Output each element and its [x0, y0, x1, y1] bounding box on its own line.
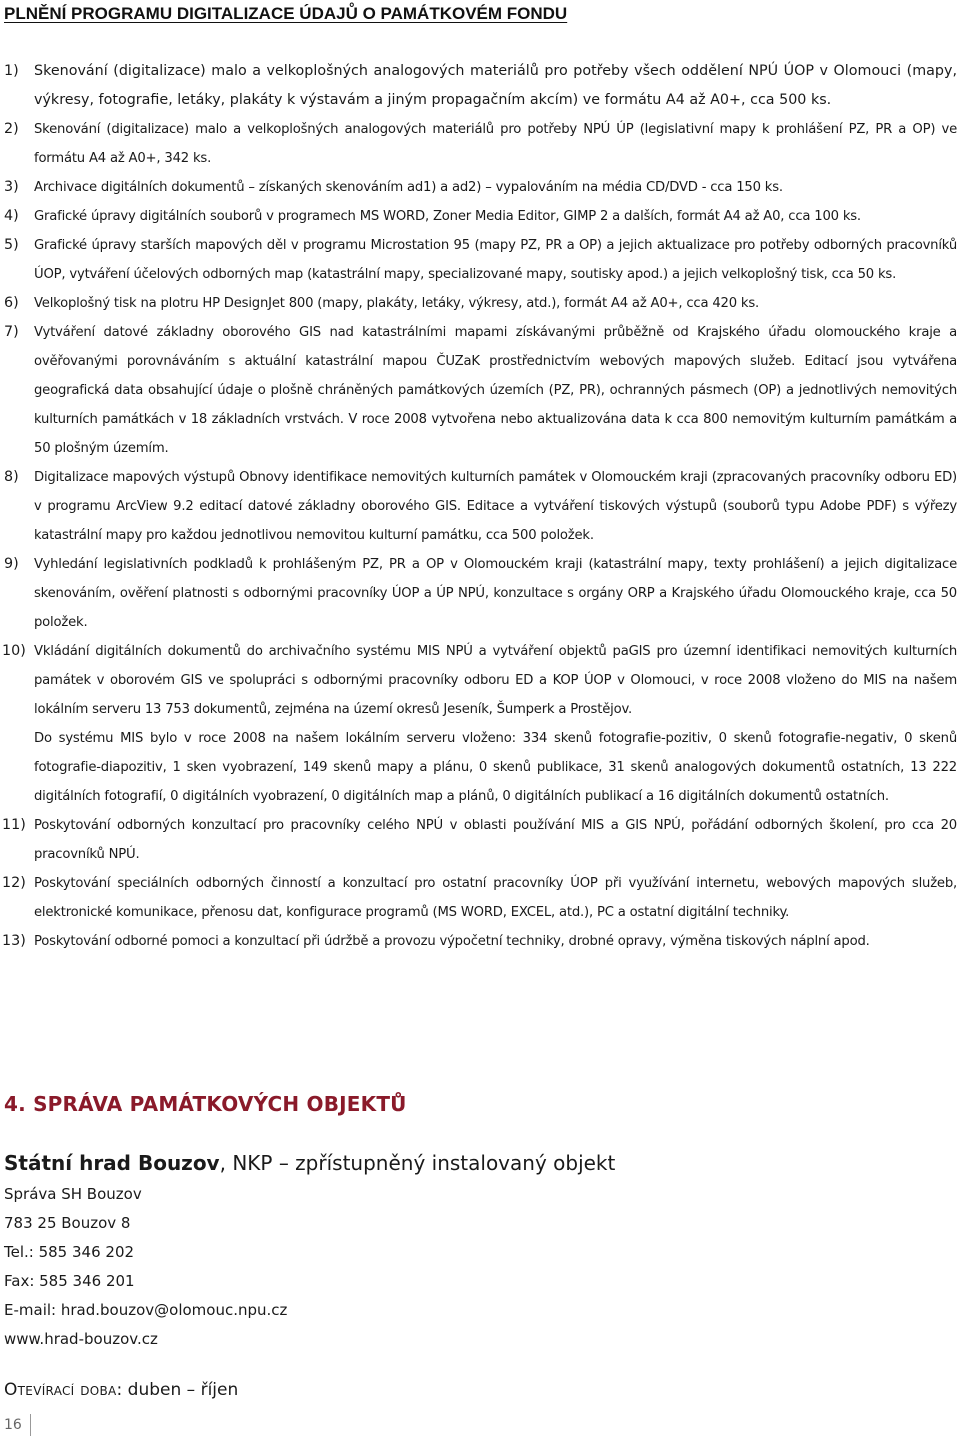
contact-line: Tel.: 585 346 202 [4, 1243, 135, 1261]
section-title: 4. SPRÁVA PAMÁTKOVÝCH OBJEKTŮ [4, 1092, 407, 1116]
list-item: 9) Vyhledání legislativních podkladů k prohlášeným PZ, PR a OP v Olomouckém kraji (katastrální mapy, texty prohlášení) a jejich digitalizace skenováním, ověření platnosti s odbornými pracovníky ÚOP a ÚP NPÚ, konzultace s orgány ORP a Krajského úřadu Olomouckého kraje, cca 50 položek. [4, 556, 957, 630]
list-item: 8) Digitalizace mapových výstupů Obnovy identifikace nemovitých kulturních památek v Olomouckém kraji (zpracovaných pracovníky odboru ED) v programu ArcView 9.2 editací datové základny oborového GIS. Editace a vytváření tiskových výstupů (souborů typu Adobe PDF) s výřezy katastrální mapy pro každou jednotlivou nemovitou kulturní památku, cca 500 položek. [4, 469, 957, 543]
list-item: 13) Poskytování odborné pomoci a konzultací při údržbě a provozu výpočetní techniky, drobné opravy, výměna tiskových náplní apod. [2, 933, 870, 949]
page-heading: PLNĚNÍ PROGRAMU DIGITALIZACE ÚDAJŮ O PAMÁTKOVÉM FONDU [4, 4, 568, 23]
list-item-continuation: Do systému MIS bylo v roce 2008 na našem lokálním serveru vloženo: 334 skenů fotografie-pozitiv, 0 skenů fotografie-negativ, 0 skenů fotografie-diapozitiv, 1 sken vyobrazení, 149 skenů mapy a plánu, 0 skenů publikace, 31 skenů analogových dokumentů ostatních, 13 222 digitálních fotografií, 0 digitálních vyobrazení, 0 digitálních map a plánů, 0 digitálních publikací a 16 digitálních dokumentů ostatních. [34, 731, 957, 804]
contact-line: 783 25 Bouzov 8 [4, 1214, 131, 1232]
list-item: 3) Archivace digitálních dokumentů – získaných skenováním ad1) a ad2) – vypalováním na média CD/DVD - cca 150 ks. [4, 179, 783, 195]
list-item: 4) Grafické úpravy digitálních souborů v programech MS WORD, Zoner Media Editor, GIMP 2 a dalších, formát A4 až A0, cca 100 ks. [4, 208, 861, 224]
list-item: 10) Vkládání digitálních dokumentů do archivačního systému MIS NPÚ a vytváření objektů paGIS pro územní identifikaci nemovitých kulturních památek v oborovém GIS ve spolupráci s odbornými pracovníky odboru ED a KOP ÚOP v Olomouci, v roce 2008 vloženo do MIS na našem lokálním serveru 13 753 dokumentů, zejména na území okresů Jeseník, Šumperk a Prostějov. [2, 643, 957, 717]
contact-email[interactable]: E-mail: hrad.bouzov@olomouc.npu.cz [4, 1301, 288, 1319]
opening-hours-value: : duben – říjen [116, 1380, 239, 1400]
opening-hours-label: Otevírací doba [4, 1380, 117, 1400]
object-name: Státní hrad Bouzov [4, 1151, 220, 1175]
opening-hours [4, 1380, 238, 1400]
contact-line: Fax: 585 346 201 [4, 1272, 135, 1290]
object-subtitle: , NKP – zpřístupněný instalovaný objekt [219, 1151, 616, 1175]
contact-line: Správa SH Bouzov [4, 1185, 142, 1203]
contact-website[interactable]: www.hrad-bouzov.cz [4, 1330, 158, 1348]
page-number: 16 [4, 1417, 22, 1433]
object-title [4, 1151, 615, 1175]
list-item: 5) Grafické úpravy starších mapových děl v programu Microstation 95 (mapy PZ, PR a OP) a jejich aktualizace pro potřeby odborných pracovníků ÚOP, vytváření účelových odborných map (katastrální mapy, specializované mapy, soutisky apod.) a jejich velkoplošný tisk, cca 50 ks. [4, 237, 957, 282]
list-item: 2) Skenování (digitalizace) malo a velkoplošných analogových materiálů pro potřeby NPÚ ÚP (legislativní mapy k prohlášení PZ, PR a OP) ve formátu A4 až A0+, 342 ks. [4, 121, 957, 166]
list-item: 11) Poskytování odborných konzultací pro pracovníky celého NPÚ v oblasti používání MIS a GIS NPÚ, pořádání odborných školení, pro cca 20 pracovníků NPÚ. [2, 817, 957, 862]
list-item: 1) Skenování (digitalizace) malo a velkoplošných analogových materiálů pro potřeby všech oddělení NPÚ ÚOP v Olomouci (mapy, výkresy, fotografie, letáky, plakáty k výstavám a jiným propagačním akcím) ve formátu A4 až A0+, cca 500 ks. [4, 63, 957, 108]
footer-divider [30, 1414, 31, 1436]
page-footer [4, 1414, 31, 1436]
task-list [4, 57, 957, 956]
list-item: 6) Velkoplošný tisk na plotru HP DesignJet 800 (mapy, plakáty, letáky, výkresy, atd.), formát A4 až A0+, cca 420 ks. [4, 295, 760, 311]
list-item: 7) Vytváření datové základny oborového GIS nad katastrálními mapami získávanými průběžně od Krajského úřadu olomouckého kraje a ověřovanými porovnáváním s aktuální katastrální mapou ČUZaK prostřednictvím webových mapových služeb. Editací jsou vytvářena geografická data obsahující údaje o plošně chráněných památkových územích (PZ, PR), ochranných pásmech (OP) a jednotlivých nemovitých kulturních památkách v 18 základních vrstvách. V roce 2008 vytvořena nebo aktualizována data k cca 800 nemovitým kulturním památkám a 50 plošným územím. [4, 324, 957, 456]
contact-block [4, 1180, 287, 1354]
list-item: 12) Poskytování speciálních odborných činností a konzultací pro ostatní pracovníky ÚOP při využívání internetu, webových mapových služeb, elektronické komunikace, přenosu dat, konfigurace programů (MS WORD, EXCEL, atd.), PC a ostatní digitální techniky. [2, 875, 957, 920]
